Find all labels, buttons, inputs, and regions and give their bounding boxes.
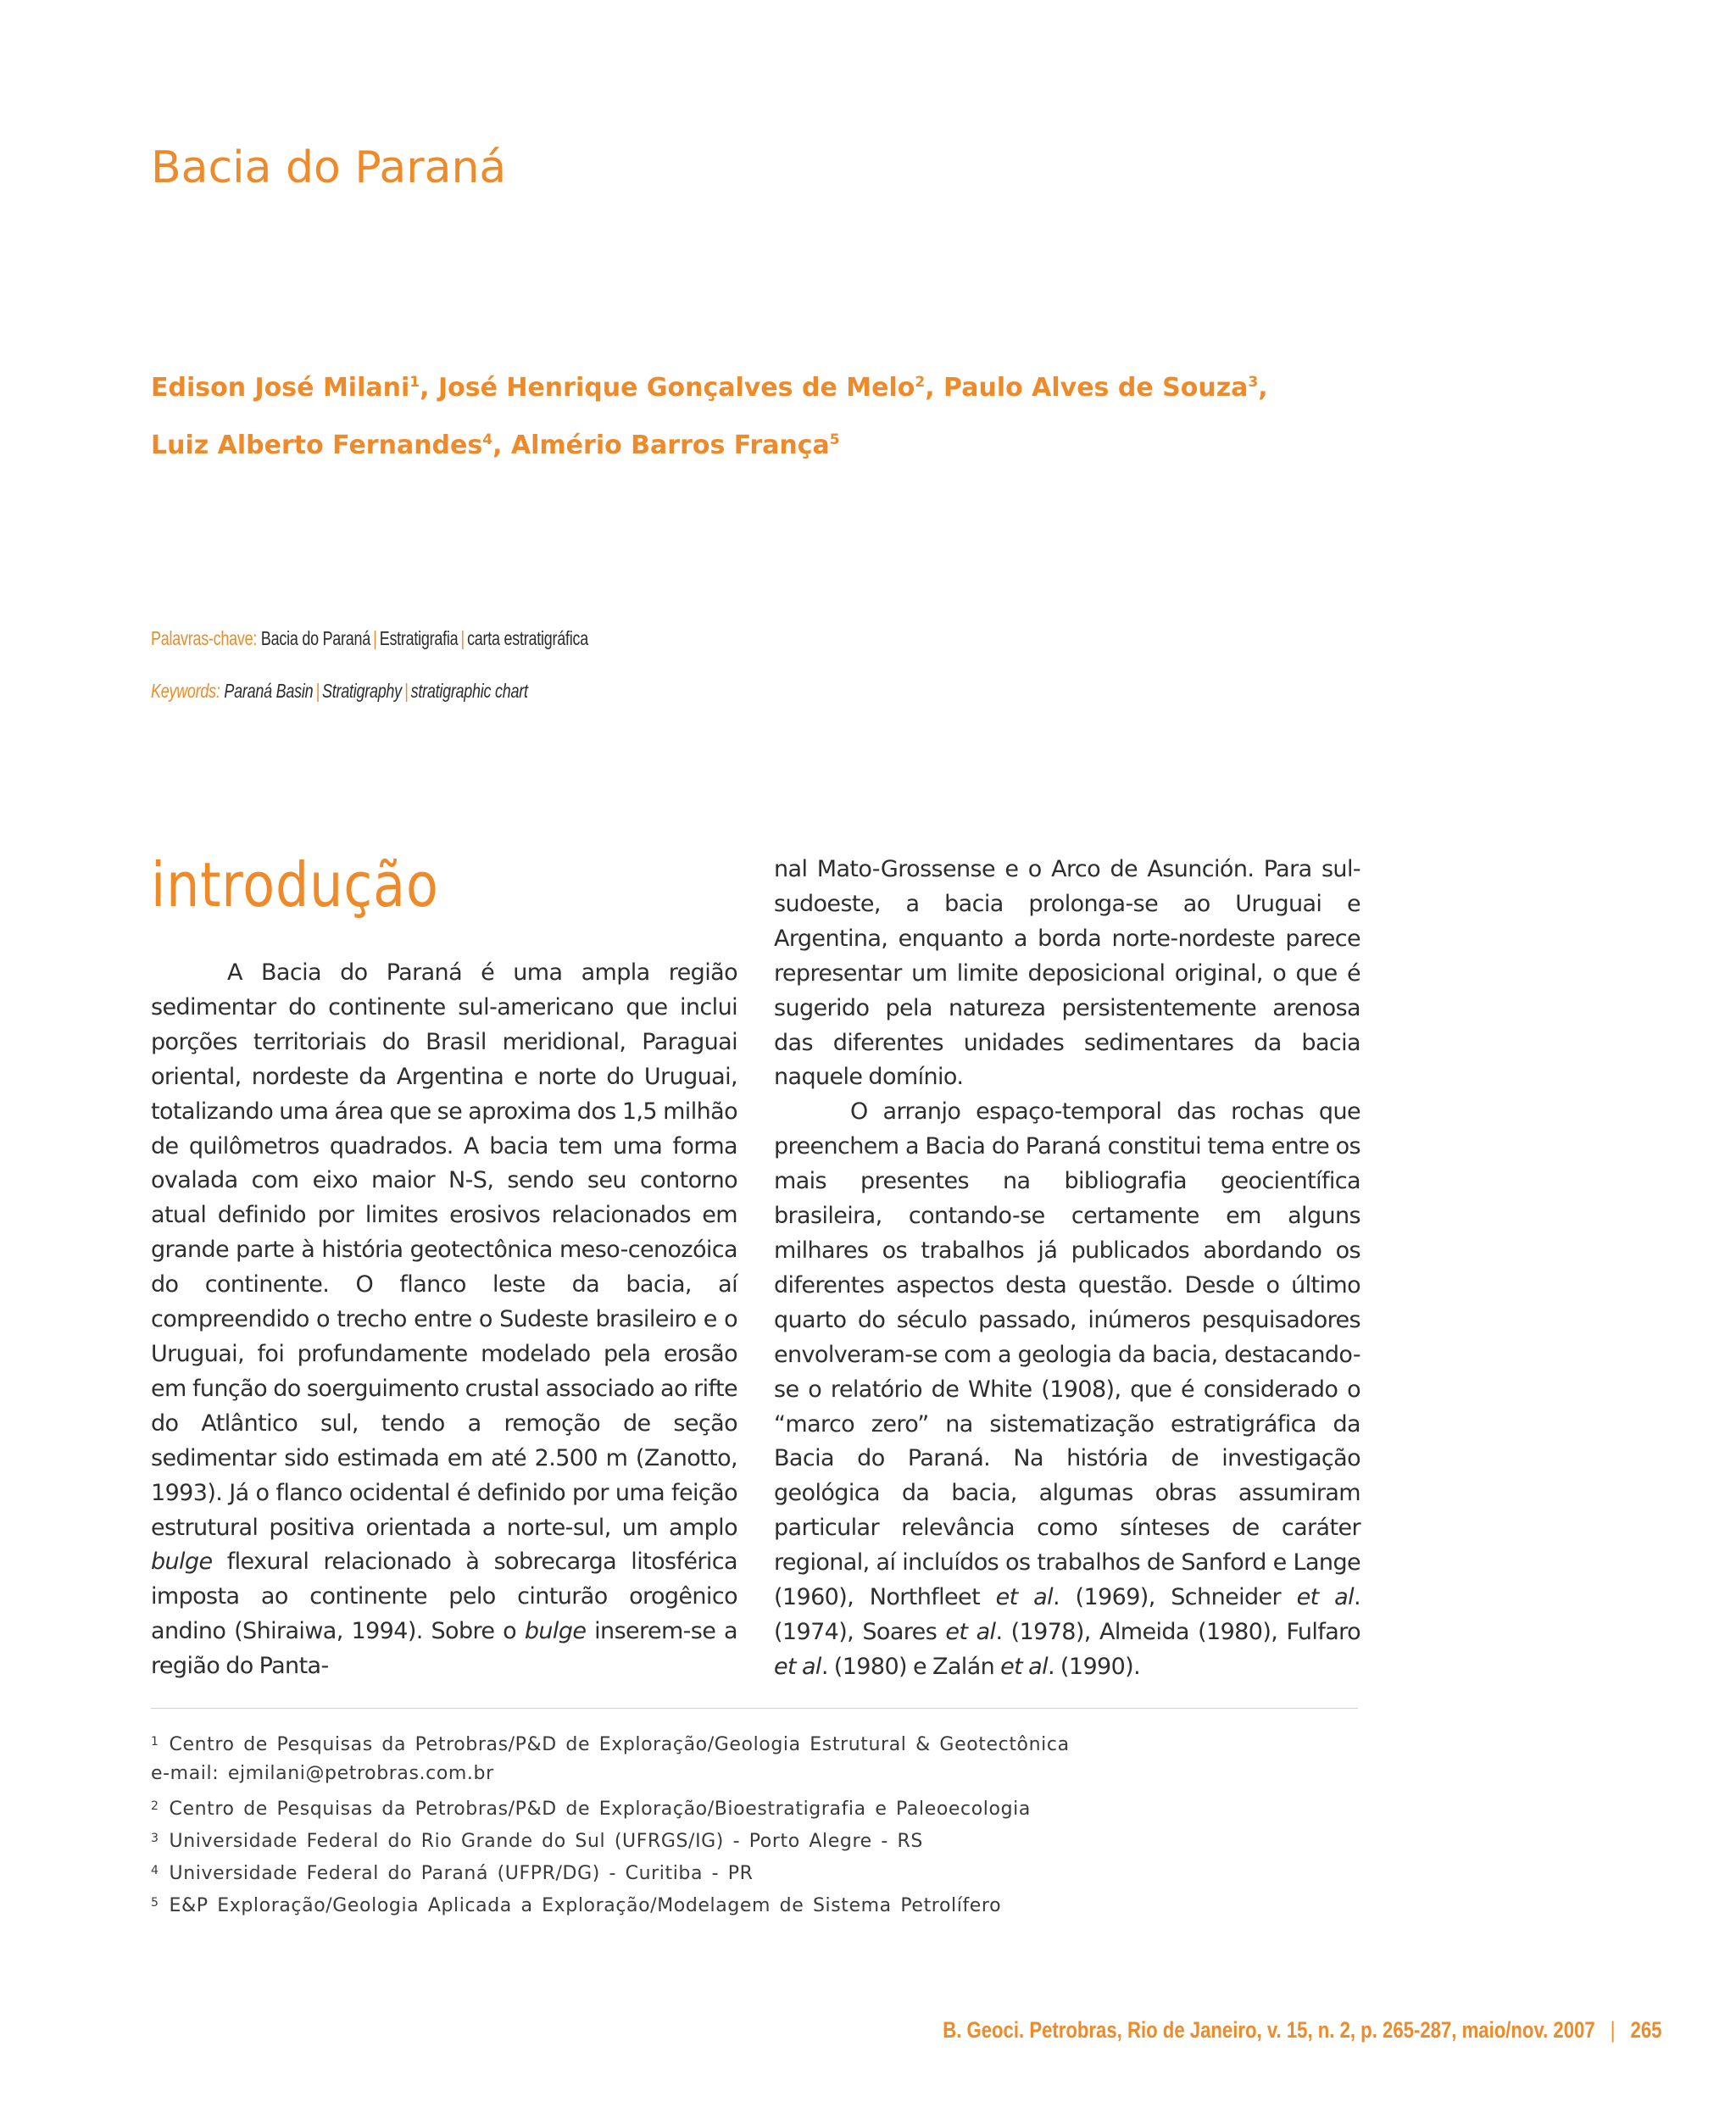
footnote — [151, 1887, 1070, 1919]
page-footer — [943, 2017, 1661, 2043]
paragraph-text: . (1980) e Zalán — [821, 1653, 1001, 1680]
footnote-text: Universidade Federal do Rio Grande do Sul (UFRGS/IG) - Porto Alegre - RS — [169, 1831, 923, 1852]
keyword-separator: | — [404, 680, 409, 702]
keywords-portuguese — [151, 627, 588, 650]
paragraph-text: flexural relacionado à sobrecarga litosférica imposta ao continente pelo cinturão orogênico andino (Shiraiwa, 1994). Sobre o — [151, 1549, 737, 1645]
author-name: Luiz Alberto Fernandes — [151, 431, 483, 460]
footnote — [151, 1854, 1070, 1887]
keyword-separator: | — [373, 627, 377, 649]
article-title: Bacia do Paraná — [151, 142, 507, 193]
paragraph-text: . (1974), Soares — [774, 1584, 1360, 1645]
footnote-marker: 1 — [151, 1735, 159, 1749]
paragraph-text: nal Mato-Grossense e o Arco de Asunción. Para sul-sudoeste, a bacia prolonga-se ao Uruguai e Argentina, enquanto a borda norte-nordeste parece representar um limite deposicional original, o que é sugerido pela natureza persistentemente arenosa das diferentes unidades sedimentares da bacia naquele domínio. — [774, 856, 1360, 1091]
keyword: Estratigrafia — [379, 627, 459, 649]
author-name: Almério Barros França — [510, 431, 830, 460]
italic-term: bulge — [151, 1549, 213, 1576]
keyword-separator: | — [315, 680, 320, 702]
italic-term: et al — [1000, 1653, 1048, 1680]
footnote-marker: 5 — [151, 1896, 159, 1910]
footnote-text: Universidade Federal do Paraná (UFPR/DG) - Curitiba - PR — [169, 1863, 754, 1884]
footnote — [151, 1790, 1070, 1822]
footnote — [151, 1726, 1070, 1758]
footnote — [151, 1758, 1070, 1790]
footnote-divider — [151, 1708, 1358, 1709]
author-separator: , — [1258, 373, 1268, 403]
footnote-marker: 4 — [151, 1864, 159, 1877]
paragraph-text: . (1990). — [1047, 1653, 1141, 1680]
keyword: carta estratigráfica — [467, 627, 588, 649]
keywords-english — [151, 680, 528, 703]
body-column-right — [774, 853, 1360, 1685]
paragraph-text: A Bacia do Paraná é uma ampla região sedimentar do continente sul-americano que inclui porções territoriais do Brasil meridional, Paraguai oriental, nordeste da Argentina e norte do Uruguai, totalizando uma área que se aproxima dos 1,5 milhão de quilômetros quadrados. A bacia tem uma forma ovalada com eixo maior N-S, sendo seu contorno atual definido por limites erosivos relacionados em grande parte à história geotectônica meso-cenozóica do continente. O flanco leste da bacia, aí compreendido o trecho entre o Sudeste brasileiro e o Uruguai, foi profundamente modelado pela erosão em função do soerguimento crustal associado ao rifte do Atlântico sul, tendo a remoção de seção sedimentar sido estimada em até 2.500 m (Zanotto, 1993). Já o flanco ocidental é definido por uma feição estrutural positiva orientada a norte-sul, um amplo — [151, 959, 737, 1541]
keyword: Bacia do Paraná — [260, 627, 371, 649]
author-separator: , — [492, 431, 511, 460]
footnote-marker: 2 — [151, 1799, 159, 1813]
keywords-label: Keywords: — [151, 680, 220, 702]
paragraph — [774, 1095, 1360, 1684]
paragraph-text: . (1978), Almeida (1980), Fulfaro — [995, 1618, 1361, 1645]
footnote-text: E&P Exploração/Geologia Aplicada a Exploração/Modelagem de Sistema Petrolífero — [169, 1895, 1002, 1916]
paragraph-text: O arranjo espaço-temporal das rochas que preenchem a Bacia do Paraná constitui tema entre os mais presentes na bibliografia geocientífica brasileira, contando-se certamente em alguns milhares os trabalhos já publicados abordando os diferentes aspectos desta questão. Desde o último quarto do século passado, inúmeros pesquisadores envolveram-se com a geologia da bacia, destacando-se o relatório de White (1908), que é considerado o “marco zero” na sistematização estratigráfica da Bacia do Paraná. Na história de investigação geológica da bacia, algumas obras assumiram particular relevância como sínteses de caráter regional, aí incluídos os trabalhos de Sanford e Lange (1960), Northfleet — [774, 1098, 1360, 1611]
keywords-label: Palavras-chave: — [151, 627, 258, 649]
keyword: Paraná Basin — [224, 680, 314, 702]
footer-separator: | — [1610, 2017, 1616, 2043]
italic-term: et al — [945, 1618, 996, 1645]
footnote-marker: 3 — [151, 1832, 159, 1845]
author-affiliation-marker: 2 — [915, 374, 926, 391]
section-heading: introdução — [151, 849, 439, 920]
author-affiliation-marker: 1 — [409, 374, 420, 391]
author-affiliation-marker: 5 — [829, 431, 840, 448]
author-name: José Henrique Gonçalves de Melo — [437, 373, 915, 403]
authors-line-1 — [151, 373, 1268, 403]
footnote-text: Centro de Pesquisas da Petrobras/P&D de Exploração/Geologia Estrutural & Geotectônica — [169, 1734, 1070, 1755]
body-column-left — [151, 956, 737, 1684]
author-name: Edison José Milani — [151, 373, 410, 403]
paragraph-text: . (1969), Schneider — [1053, 1584, 1297, 1611]
page-number: 265 — [1630, 2017, 1661, 2043]
italic-term: et al — [774, 1653, 821, 1680]
author-affiliation-marker: 4 — [482, 431, 493, 448]
italic-term: bulge — [524, 1618, 587, 1645]
paragraph-text: inserem-se a região do Panta- — [151, 1618, 738, 1680]
paragraph-continuation — [774, 853, 1360, 1095]
author-separator: , — [420, 373, 438, 403]
keyword: stratigraphic chart — [410, 680, 528, 702]
author-name: Paulo Alves de Souza — [943, 373, 1249, 403]
footnote — [151, 1822, 1070, 1854]
author-affiliation-marker: 3 — [1248, 374, 1259, 391]
authors-line-2 — [151, 431, 840, 460]
footnote-text: e-mail: ejmilani@petrobras.com.br — [151, 1763, 494, 1784]
author-separator: , — [925, 373, 944, 403]
italic-term: et al — [1296, 1584, 1355, 1611]
paragraph — [151, 956, 737, 1684]
footnote-text: Centro de Pesquisas da Petrobras/P&D de Exploração/Bioestratigrafia e Paleoecologia — [169, 1799, 1031, 1820]
keyword-separator: | — [460, 627, 465, 649]
footnotes — [151, 1726, 1070, 1919]
journal-citation: B. Geoci. Petrobras, Rio de Janeiro, v. 15, n. 2, p. 265-287, maio/nov. 2007 — [942, 2017, 1595, 2043]
italic-term: et al — [995, 1584, 1054, 1611]
keyword: Stratigraphy — [321, 680, 402, 702]
